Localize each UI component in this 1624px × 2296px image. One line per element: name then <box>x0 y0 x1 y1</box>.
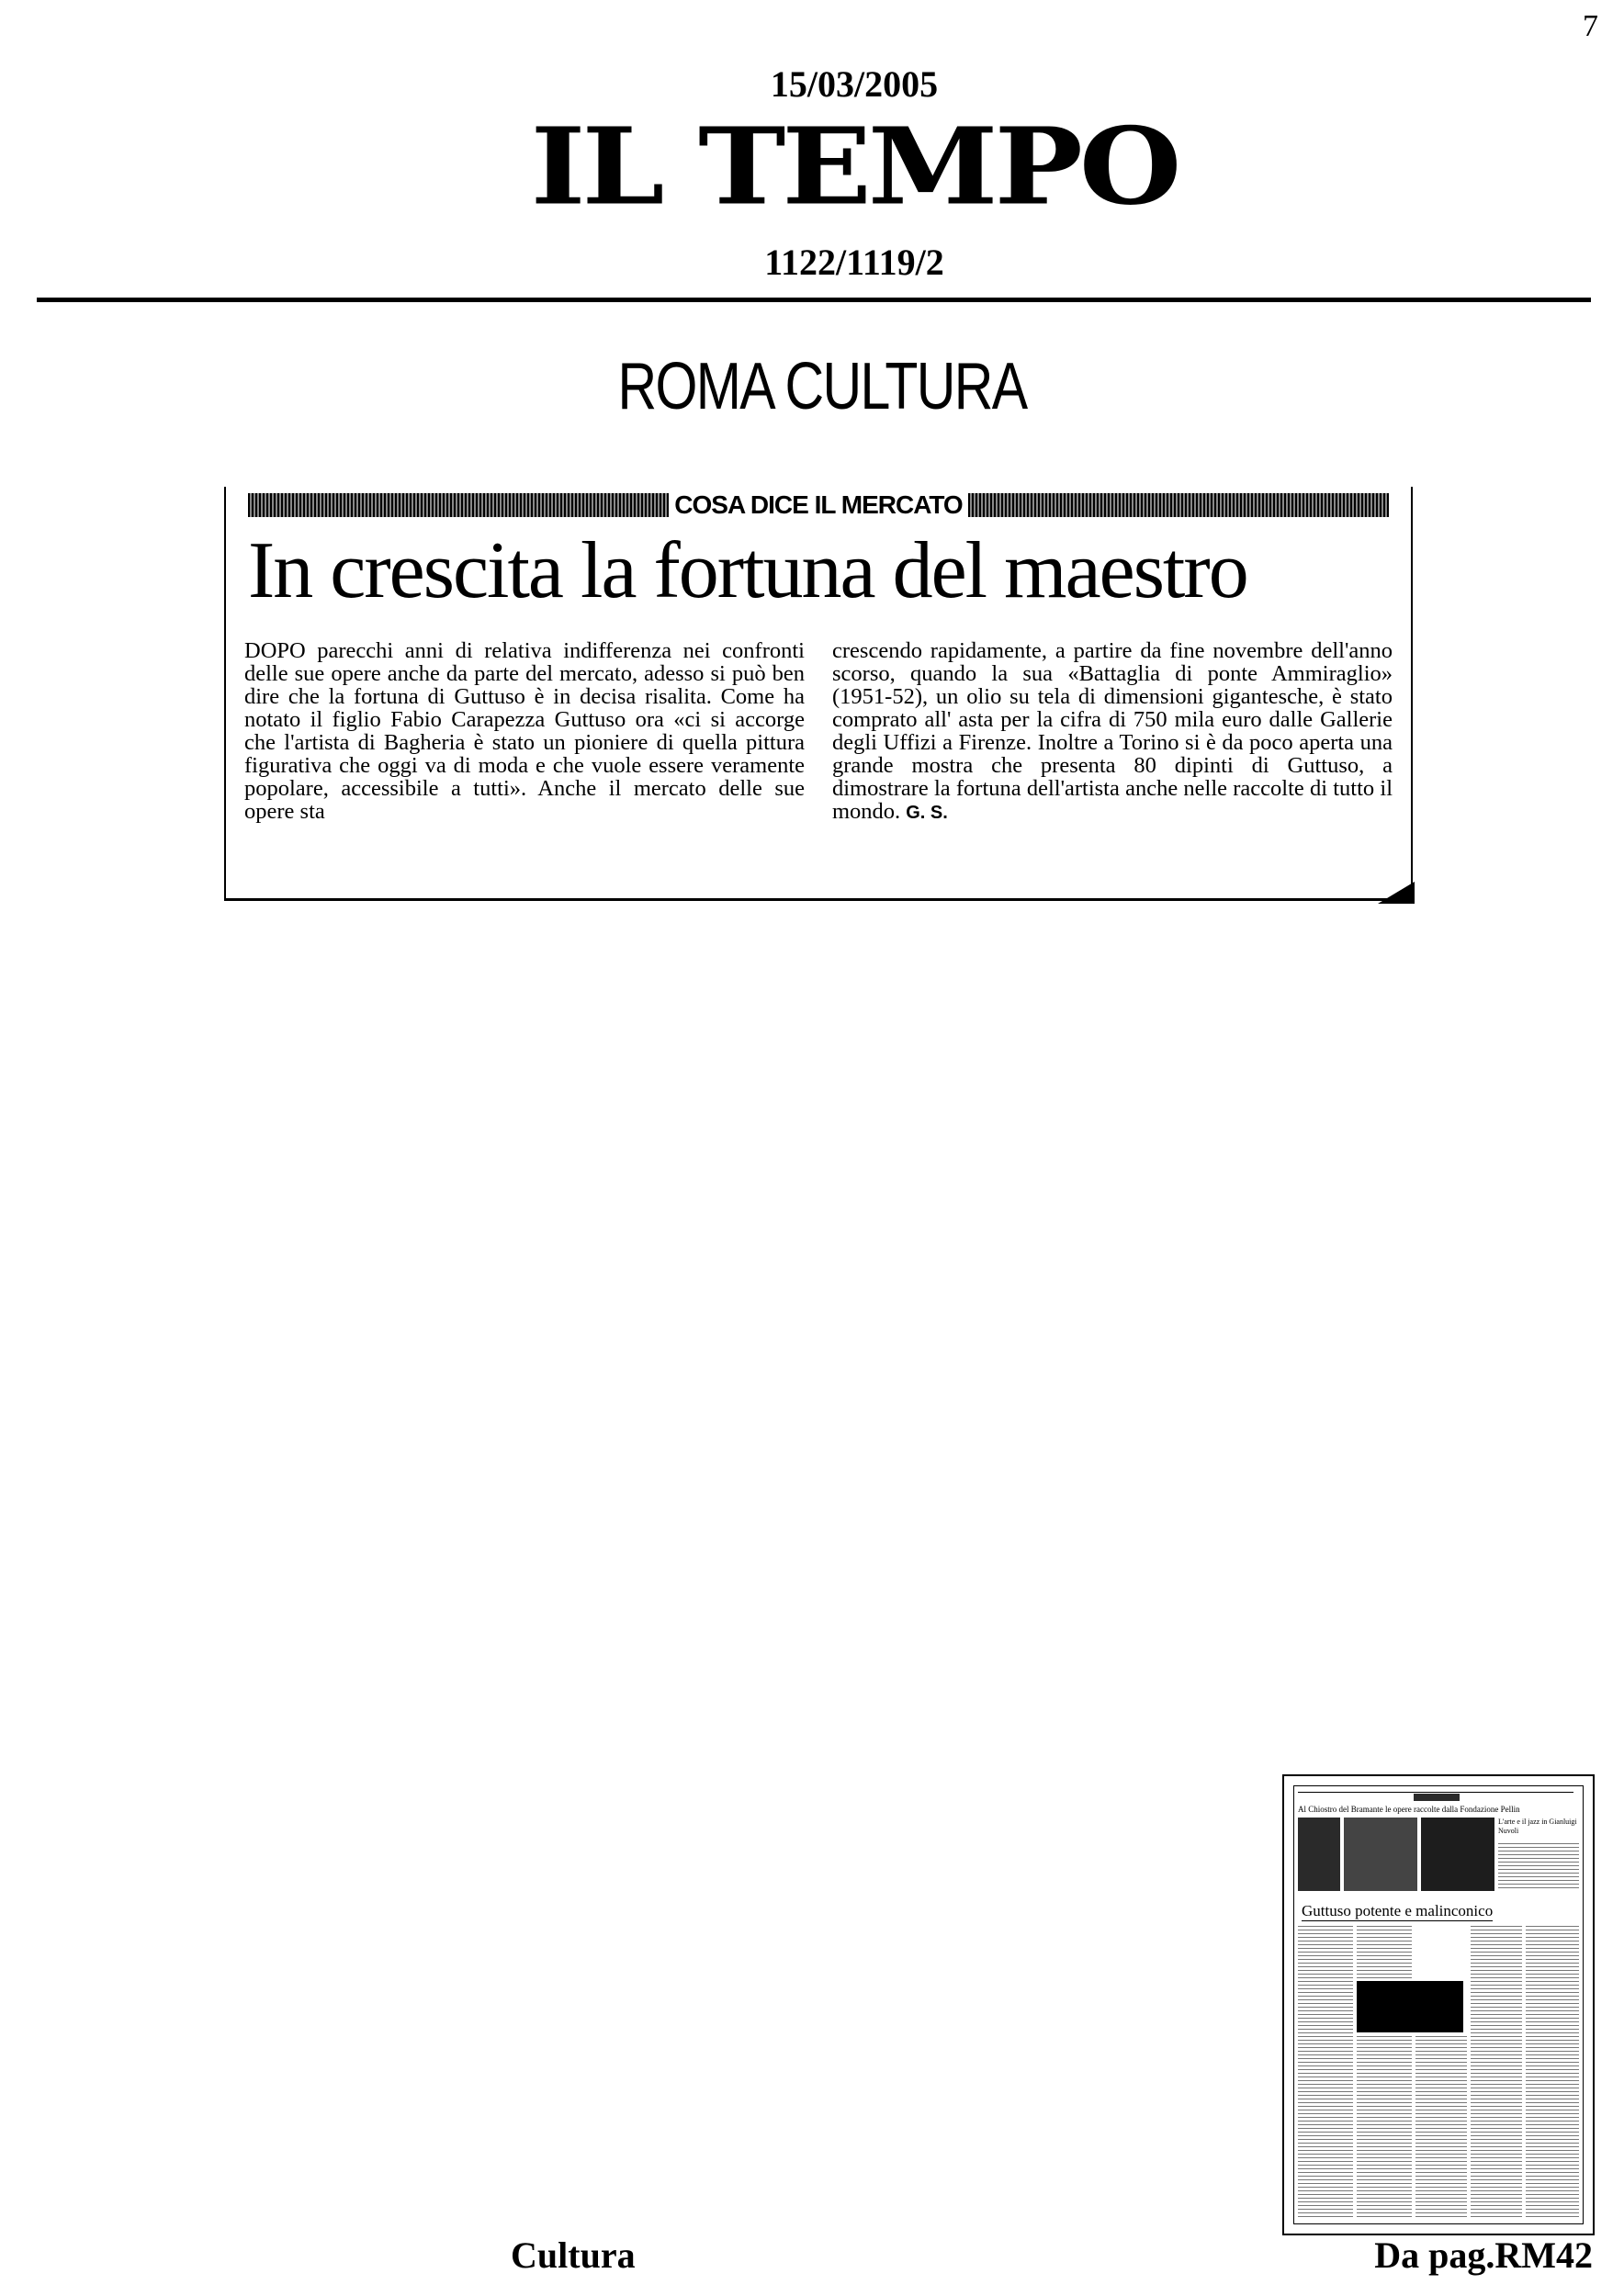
article-column-right <box>832 639 1393 825</box>
article-headline: In crescita la fortuna del maestro <box>248 526 1247 615</box>
thumbnail-text-block <box>1415 2036 1467 2220</box>
section-title: ROMA CULTURA <box>617 350 1027 423</box>
thumbnail-text-block <box>1498 1843 1579 1891</box>
footer-section: Cultura <box>511 2234 636 2276</box>
article-column-left <box>244 639 805 823</box>
article-body-left: DOPO parecchi anni di relativa indifferenza nei confronti delle sue opere anche da parte del mercato, adesso si può ben dire che la fortuna di Guttuso è in decisa risalita. Come ha notato il figlio Fabio Carapezza Guttuso ora «ci si accorge che l'artista di Bagheria è stato un pioniere di quella pittura figurativa che oggi va di moda e che vuole essere veramente popolare, accessibile a tutti». Anche il mercato delle sue opere sta <box>244 638 805 824</box>
thumbnail-frame <box>1293 1785 1584 2224</box>
header-rule <box>37 298 1591 302</box>
corner-mark <box>1378 882 1415 904</box>
thumbnail-top-rule <box>1298 1792 1573 1793</box>
author-signature: G. S. <box>906 803 948 823</box>
thumbnail-headline-2: Guttuso potente e malinconico <box>1302 1902 1494 1919</box>
thumbnail-photo-1 <box>1298 1818 1340 1891</box>
thumbnail-text-block <box>1357 1926 1412 1979</box>
article-kicker: COSA DICE IL MERCATO <box>674 490 963 519</box>
thumbnail-text-block <box>1471 1926 1522 2220</box>
kicker-hatch-right <box>968 493 1389 517</box>
thumbnail-headline-1: Al Chiostro del Bramante le opere raccolte dalla Fondazione Pellin <box>1298 1805 1520 1814</box>
page-number: 7 <box>1583 9 1598 43</box>
kicker-bar <box>248 490 1389 520</box>
thumbnail-redacted-block <box>1357 1981 1463 2032</box>
article-clipping <box>224 487 1413 898</box>
thumbnail-text-block <box>1526 1926 1579 2220</box>
clipping-bottom-rule <box>224 898 1411 901</box>
article-body-right: crescendo rapidamente, a partire da fine novembre dell'anno scorso, quando la sua «Battaglia di ponte Ammiraglio» (1951-52), un olio su tela di dimensioni gigantesche, è stato comprato all' asta per la cifra di 750 mila euro dalle Gallerie degli Uffizi a Firenze. Inoltre a Torino si è da poco aperta una grande mostra che presenta 80 dipinti di Guttuso, a dimostrare la fortuna dell'artista anche nelle raccolte di tutto il mondo. <box>832 638 1393 824</box>
thumbnail-text-block <box>1298 1926 1353 2220</box>
reference-code: 1122/1119/2 <box>764 242 944 283</box>
kicker-hatch-left <box>248 493 669 517</box>
thumbnail-logo-block <box>1414 1794 1460 1801</box>
publication-date: 15/03/2005 <box>770 63 939 105</box>
newspaper-masthead: IL TEMPO <box>530 105 1179 230</box>
thumbnail-photo-3 <box>1421 1818 1494 1891</box>
thumbnail-text-block <box>1357 2036 1412 2220</box>
footer-source-page: Da pag.RM42 <box>1374 2234 1593 2276</box>
thumbnail-photo-2 <box>1344 1818 1417 1891</box>
page-thumbnail <box>1282 1774 1595 2235</box>
thumbnail-side-label: L'arte e il jazz in Gianluigi Nuvoli <box>1498 1818 1577 1835</box>
